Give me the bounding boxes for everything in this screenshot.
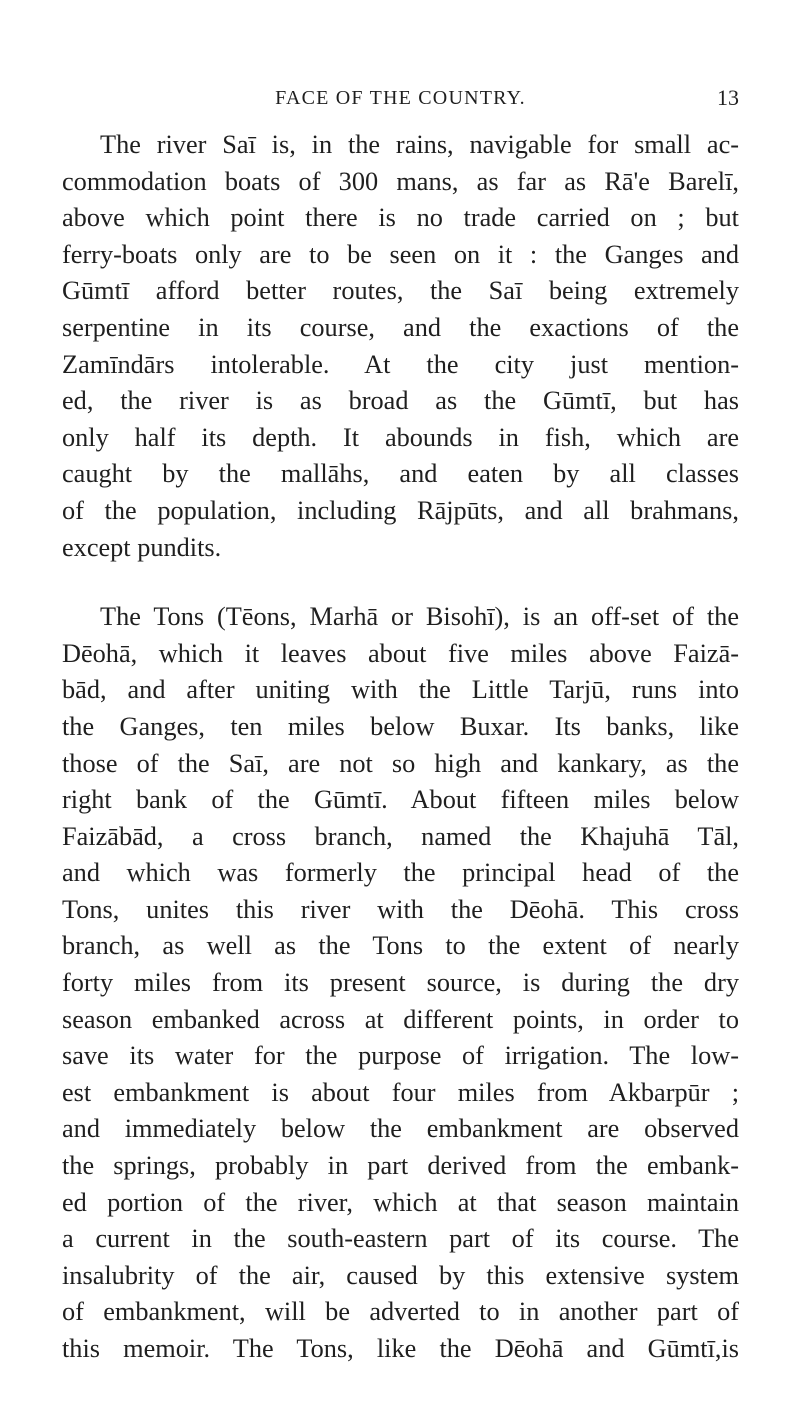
text-line: ed, the river is as broad as the Gūmtī, but has bbox=[62, 386, 739, 416]
text-line: forty miles from its present source, is during the dry bbox=[62, 968, 739, 998]
text-line: ed portion of the river, which at that season maintain bbox=[62, 1187, 739, 1217]
text-line: the springs, probably in part derived from the embank- bbox=[62, 1151, 739, 1181]
text-line: this memoir. The Tons, like the Dēohā and Gūmtī,is bbox=[62, 1334, 739, 1363]
text-line: the Ganges, ten miles below Buxar. Its banks, like bbox=[62, 711, 739, 741]
text-line: commodation boats of 300 mans, as far as Rā'e Barelī, bbox=[62, 166, 739, 196]
text-line: only half its depth. It abounds in fish, which are bbox=[62, 422, 739, 452]
text-line: and which was formerly the principal head of the bbox=[62, 858, 739, 888]
text-line: branch, as well as the Tons to the extent of nearly bbox=[62, 931, 739, 961]
text-line: est embankment is about four miles from Akbarpūr ; bbox=[62, 1077, 739, 1107]
text-line: ferry-boats only are to be seen on it : the Ganges and bbox=[62, 239, 739, 269]
text-line: serpentine in its course, and the exactions of the bbox=[62, 312, 739, 342]
text-line: Faizābād, a cross branch, named the Khajuhā Tāl, bbox=[62, 821, 739, 851]
text-line: Tons, unites this river with the Dēohā. This cross bbox=[62, 894, 739, 924]
text-line: insalubrity of the air, caused by this extensive system bbox=[62, 1260, 739, 1290]
text-line: right bank of the Gūmtī. About fifteen miles below bbox=[62, 785, 739, 815]
running-head bbox=[62, 83, 739, 113]
body-text bbox=[62, 127, 739, 1368]
paragraph-tons-river bbox=[62, 599, 739, 1367]
text-line: season embanked across at different points, in order to bbox=[62, 1004, 739, 1034]
paragraph-sai-river bbox=[62, 127, 739, 566]
text-line: The Tons (Tēons, Marhā or Bisohī), is an off-set of the bbox=[100, 602, 739, 632]
text-line: Zamīndārs intolerable. At the city just mention- bbox=[62, 349, 739, 379]
text-line: bād, and after uniting with the Little Tarjū, runs into bbox=[62, 675, 739, 705]
text-line: Dēohā, which it leaves about five miles above Faizā- bbox=[62, 638, 739, 668]
text-line: save its water for the purpose of irrigation. The low- bbox=[62, 1041, 739, 1071]
text-line: except pundits. bbox=[62, 532, 222, 562]
page-number: 13 bbox=[717, 85, 739, 110]
running-title: FACE OF THE COUNTRY. bbox=[275, 87, 526, 109]
text-line: above which point there is no trade carried on ; but bbox=[62, 203, 739, 233]
text-line: a current in the south-eastern part of its course. The bbox=[62, 1224, 739, 1254]
text-line: of embankment, will be adverted to in another part of bbox=[62, 1297, 739, 1327]
text-line: those of the Saī, are not so high and kankary, as the bbox=[62, 748, 739, 778]
text-line: Gūmtī afford better routes, the Saī being extremely bbox=[62, 276, 739, 306]
text-line: and immediately below the embankment are observed bbox=[62, 1114, 739, 1144]
text-line: The river Saī is, in the rains, navigable for small ac- bbox=[100, 130, 739, 159]
text-line: of the population, including Rājpūts, and all brahmans, bbox=[62, 495, 739, 525]
text-line: caught by the mallāhs, and eaten by all classes bbox=[62, 459, 739, 489]
